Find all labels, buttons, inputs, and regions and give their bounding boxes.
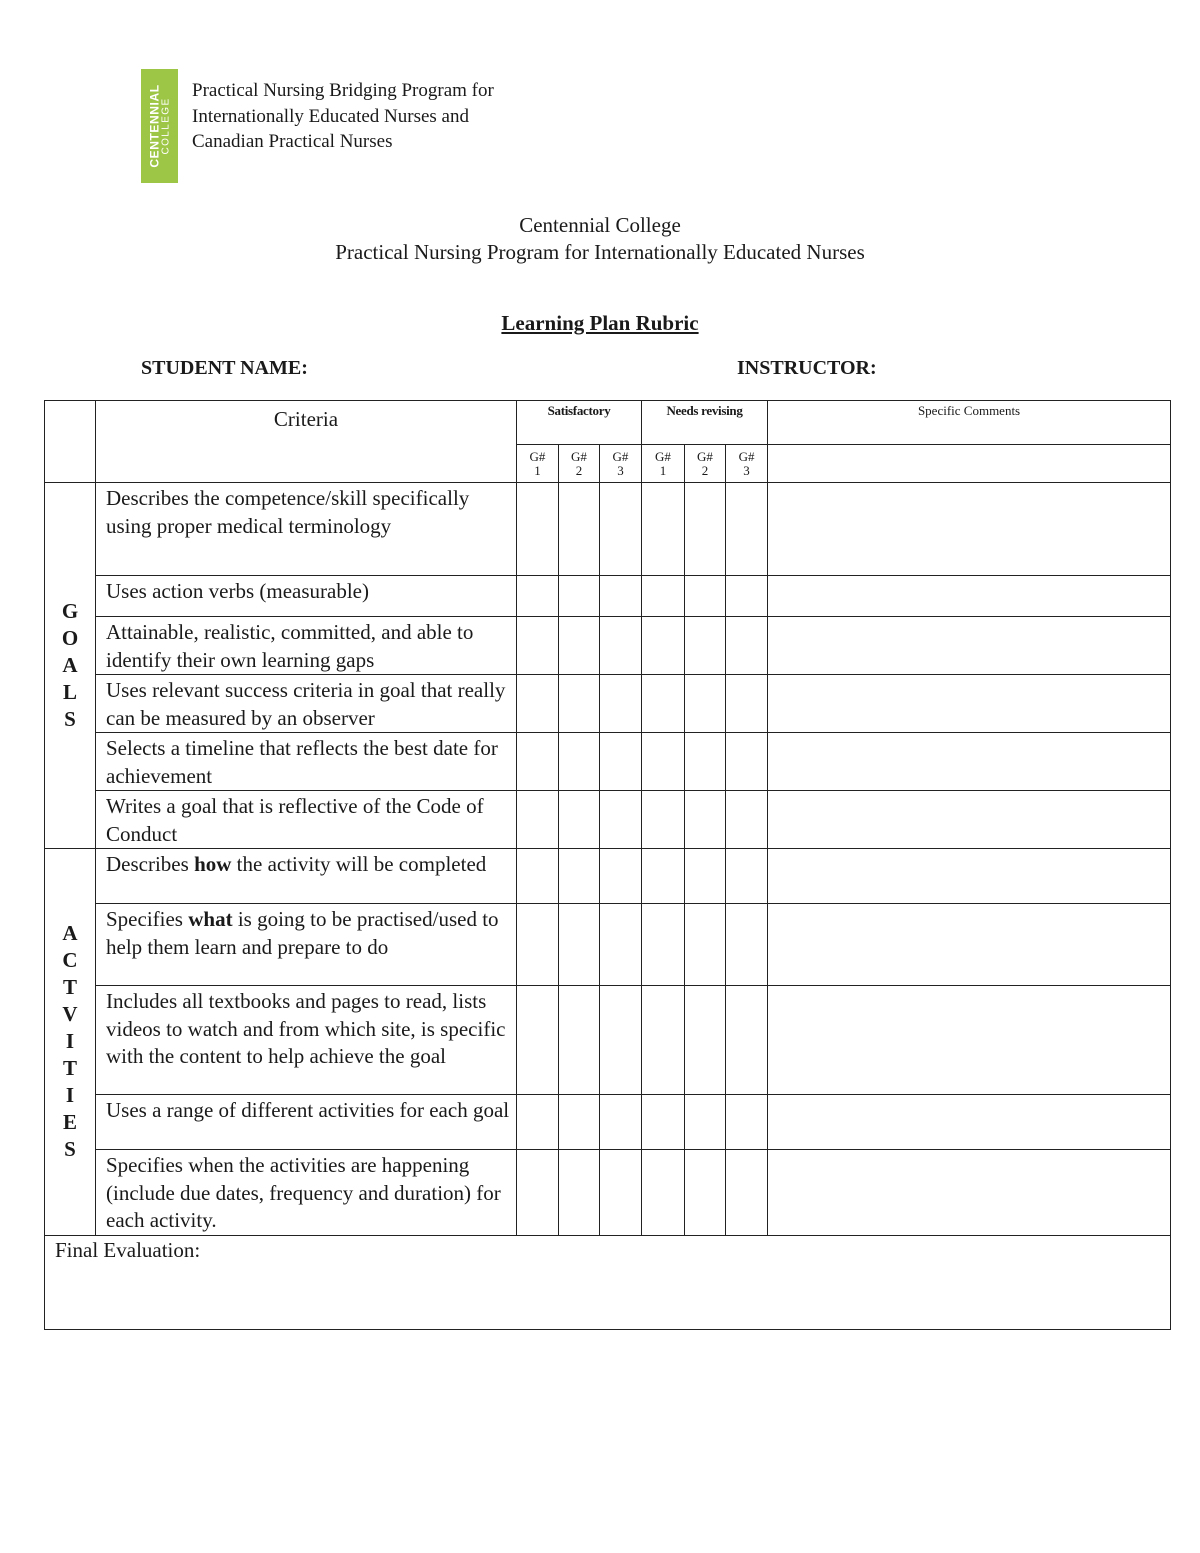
criteria-text-part: Attainable, realistic, committed, and able to identify their own learning gaps [106,620,474,672]
college-logo [141,69,178,183]
section-letter: S [64,1137,76,1162]
satisfactory-check-cell[interactable] [517,1150,559,1236]
needs-revising-check-cell[interactable] [685,1150,726,1236]
satisfactory-check-cell[interactable] [559,849,600,904]
needs-revising-check-cell[interactable] [685,904,726,986]
section-letter: C [62,948,78,973]
criteria-text [96,483,517,576]
criteria-row [45,1095,1171,1150]
specific-comments-cell[interactable] [768,986,1171,1095]
needs-revising-check-cell[interactable] [685,1095,726,1150]
final-evaluation-row [45,1235,1171,1329]
section-letter: S [64,707,76,731]
needs-revising-check-cell[interactable] [642,576,685,617]
goal-number-value: 3 [617,462,624,478]
needs-revising-check-cell[interactable] [726,791,768,849]
section-letter: T [62,975,77,1000]
needs-revising-check-cell[interactable] [685,617,726,675]
specific-comments-cell[interactable] [768,733,1171,791]
section-letter: T [62,1056,77,1081]
satisfactory-check-cell[interactable] [600,791,642,849]
section-letter: L [62,680,77,704]
section-letter: A [62,921,78,946]
needs-revising-check-cell[interactable] [726,1150,768,1236]
rubric-title: Learning Plan Rubric [501,311,699,335]
table-header-row [45,401,1171,445]
final-evaluation-cell[interactable] [45,1235,1171,1329]
criteria-text-part: Describes the competence/skill specifically using proper medical terminology [106,486,470,538]
program-line-3: Canadian Practical Nurses [192,131,393,152]
goal-number-prefix: G# [655,448,671,464]
criteria-text-part: is going to be practised/used to help them learn and prepare to do [106,907,499,959]
goal-number-prefix: G# [571,448,587,464]
needs-revising-check-cell[interactable] [685,733,726,791]
satisfactory-check-cell[interactable] [517,675,559,733]
satisfactory-check-cell[interactable] [559,576,600,617]
satisfactory-check-cell[interactable] [600,1150,642,1236]
specific-comments-header: Specific Comments [768,401,1171,445]
section-letter: V [62,1002,78,1027]
goal-number-value: 2 [701,462,709,478]
goal-number-header [726,445,768,483]
satisfactory-check-cell[interactable] [600,675,642,733]
needs-revising-check-cell[interactable] [726,733,768,791]
satisfactory-check-cell[interactable] [600,483,642,576]
college-name: Centennial College [519,213,681,237]
satisfactory-check-cell[interactable] [600,986,642,1095]
satisfactory-check-cell[interactable] [559,1150,600,1236]
satisfactory-check-cell[interactable] [559,904,600,986]
section-header-blank [45,401,96,483]
needs-revising-check-cell[interactable] [685,986,726,1095]
criteria-text-part: Writes a goal that is reflective of the Code of Conduct [106,794,484,846]
satisfactory-check-cell[interactable] [517,904,559,986]
needs-revising-check-cell[interactable] [642,1095,685,1150]
program-name: Practical Nursing Program for Internationally Educated Nurses [335,240,865,264]
satisfactory-check-cell[interactable] [517,791,559,849]
satisfactory-check-cell[interactable] [600,576,642,617]
satisfactory-check-cell[interactable] [517,733,559,791]
satisfactory-check-cell[interactable] [559,617,600,675]
specific-comments-cell[interactable] [768,904,1171,986]
logo-wordmark [148,84,171,167]
needs-revising-check-cell[interactable] [642,904,685,986]
criteria-text-part: the activity will be completed [231,852,487,876]
needs-revising-check-cell[interactable] [642,617,685,675]
specific-comments-cell[interactable] [768,675,1171,733]
criteria-row [45,791,1171,849]
criteria-text [96,576,517,617]
satisfactory-check-cell[interactable] [559,1095,600,1150]
needs-revising-check-cell[interactable] [685,849,726,904]
criteria-row [45,986,1171,1095]
criteria-row [45,483,1171,576]
needs-revising-check-cell[interactable] [685,576,726,617]
section-label-actvities [45,849,96,1236]
criteria-text [96,1095,517,1150]
specific-comments-cell[interactable] [768,1095,1171,1150]
criteria-text [96,617,517,675]
criteria-emphasis: what [188,907,233,931]
criteria-text-part: Uses a range of different activities for each goal [106,1098,510,1122]
satisfactory-check-cell[interactable] [517,576,559,617]
criteria-text [96,791,517,849]
needs-revising-check-cell[interactable] [726,986,768,1095]
needs-revising-check-cell[interactable] [726,483,768,576]
goal-number-prefix: G# [529,448,546,464]
program-line-2: Internationally Educated Nurses and [192,105,469,127]
needs-revising-check-cell[interactable] [726,617,768,675]
goal-number-value: 1 [659,462,667,478]
needs-revising-check-cell[interactable] [726,675,768,733]
criteria-row [45,1150,1171,1236]
needs-revising-check-cell[interactable] [642,675,685,733]
criteria-text-part: Selects a timeline that reflects the best date for achievement [106,736,498,788]
goal-number-header [642,445,685,483]
criteria-row [45,849,1171,904]
satisfactory-check-cell[interactable] [517,617,559,675]
goal-number-header [517,445,559,483]
satisfactory-check-cell[interactable] [600,1095,642,1150]
criteria-text-part: Uses action verbs (measurable) [106,579,369,603]
instructor-label: INSTRUCTOR: [737,357,877,379]
comments-subheader-blank [768,445,1171,483]
needs-revising-check-cell[interactable] [726,849,768,904]
student-name-label: STUDENT NAME: [141,357,308,379]
criteria-text [96,849,517,904]
needs-revising-check-cell[interactable] [642,733,685,791]
satisfactory-check-cell[interactable] [600,733,642,791]
satisfactory-check-cell[interactable] [559,791,600,849]
section-letter: E [62,1110,77,1135]
goal-number-prefix: G# [697,448,713,464]
satisfactory-check-cell[interactable] [600,904,642,986]
criteria-text-part: Specifies [106,907,189,931]
satisfactory-check-cell[interactable] [517,986,559,1095]
specific-comments-cell[interactable] [768,483,1171,576]
criteria-text-part: Uses relevant success criteria in goal that really can be measured by an observer [106,678,506,730]
goal-number-header [600,445,642,483]
criteria-row [45,904,1171,986]
satisfactory-check-cell[interactable] [517,1095,559,1150]
needs-revising-check-cell[interactable] [726,904,768,986]
specific-comments-cell[interactable] [768,576,1171,617]
needs-revising-check-cell[interactable] [726,576,768,617]
goal-number-value: 2 [575,462,583,478]
logo-main-text: CENTENNIAL [147,84,161,168]
satisfactory-check-cell[interactable] [559,986,600,1095]
specific-comments-cell[interactable] [768,791,1171,849]
needs-revising-check-cell[interactable] [642,483,685,576]
criteria-text-part: Includes all textbooks and pages to read, lists videos to watch and from which site, is specific with the content to help achieve the goal [106,989,506,1068]
section-letter: A [62,653,78,677]
satisfactory-check-cell[interactable] [559,733,600,791]
criteria-header: Criteria [96,401,517,483]
needs-revising-check-cell[interactable] [685,675,726,733]
goal-number-header [685,445,726,483]
satisfactory-check-cell[interactable] [559,675,600,733]
program-line-1: Practical Nursing Bridging Program for [192,80,494,101]
criteria-text-part: Describes [106,852,195,876]
specific-comments-cell[interactable] [768,617,1171,675]
goal-number-value: 3 [743,462,750,478]
specific-comments-cell[interactable] [768,1150,1171,1236]
criteria-row [45,675,1171,733]
satisfactory-check-cell[interactable] [600,849,642,904]
criteria-row [45,617,1171,675]
section-letter: O [61,626,79,650]
section-letter: G [61,599,79,623]
satisfactory-header: Satisfactory [517,401,642,445]
criteria-row [45,733,1171,791]
goal-number-prefix: G# [612,448,629,464]
needs-revising-check-cell[interactable] [642,1150,685,1236]
satisfactory-check-cell[interactable] [517,849,559,904]
needs-revising-check-cell[interactable] [642,849,685,904]
section-letter: I [65,1083,75,1108]
goal-number-value: 1 [534,462,541,478]
needs-revising-header: Needs revising [642,401,768,445]
criteria-emphasis: how [194,852,232,876]
specific-comments-cell[interactable] [768,849,1171,904]
satisfactory-check-cell[interactable] [517,483,559,576]
criteria-text-part: Specifies when the activities are happening (include due dates, frequency and duration) for each activity. [106,1153,501,1232]
section-letter: I [65,1029,75,1054]
satisfactory-check-cell[interactable] [559,483,600,576]
goal-number-header [559,445,600,483]
criteria-text [96,675,517,733]
needs-revising-check-cell[interactable] [685,791,726,849]
program-heading [192,78,572,155]
criteria-text [96,904,517,986]
logo-sub-text: COLLEGE [160,97,171,155]
needs-revising-check-cell[interactable] [726,1095,768,1150]
criteria-text [96,733,517,791]
goal-number-prefix: G# [738,448,755,464]
needs-revising-check-cell[interactable] [642,791,685,849]
final-evaluation-label: Final Evaluation: [55,1237,201,1262]
criteria-text [96,986,517,1095]
section-label-goals [45,483,96,849]
needs-revising-check-cell[interactable] [685,483,726,576]
needs-revising-check-cell[interactable] [642,986,685,1095]
satisfactory-check-cell[interactable] [600,617,642,675]
rubric-table [44,400,1171,1330]
criteria-row [45,576,1171,617]
criteria-text [96,1150,517,1236]
